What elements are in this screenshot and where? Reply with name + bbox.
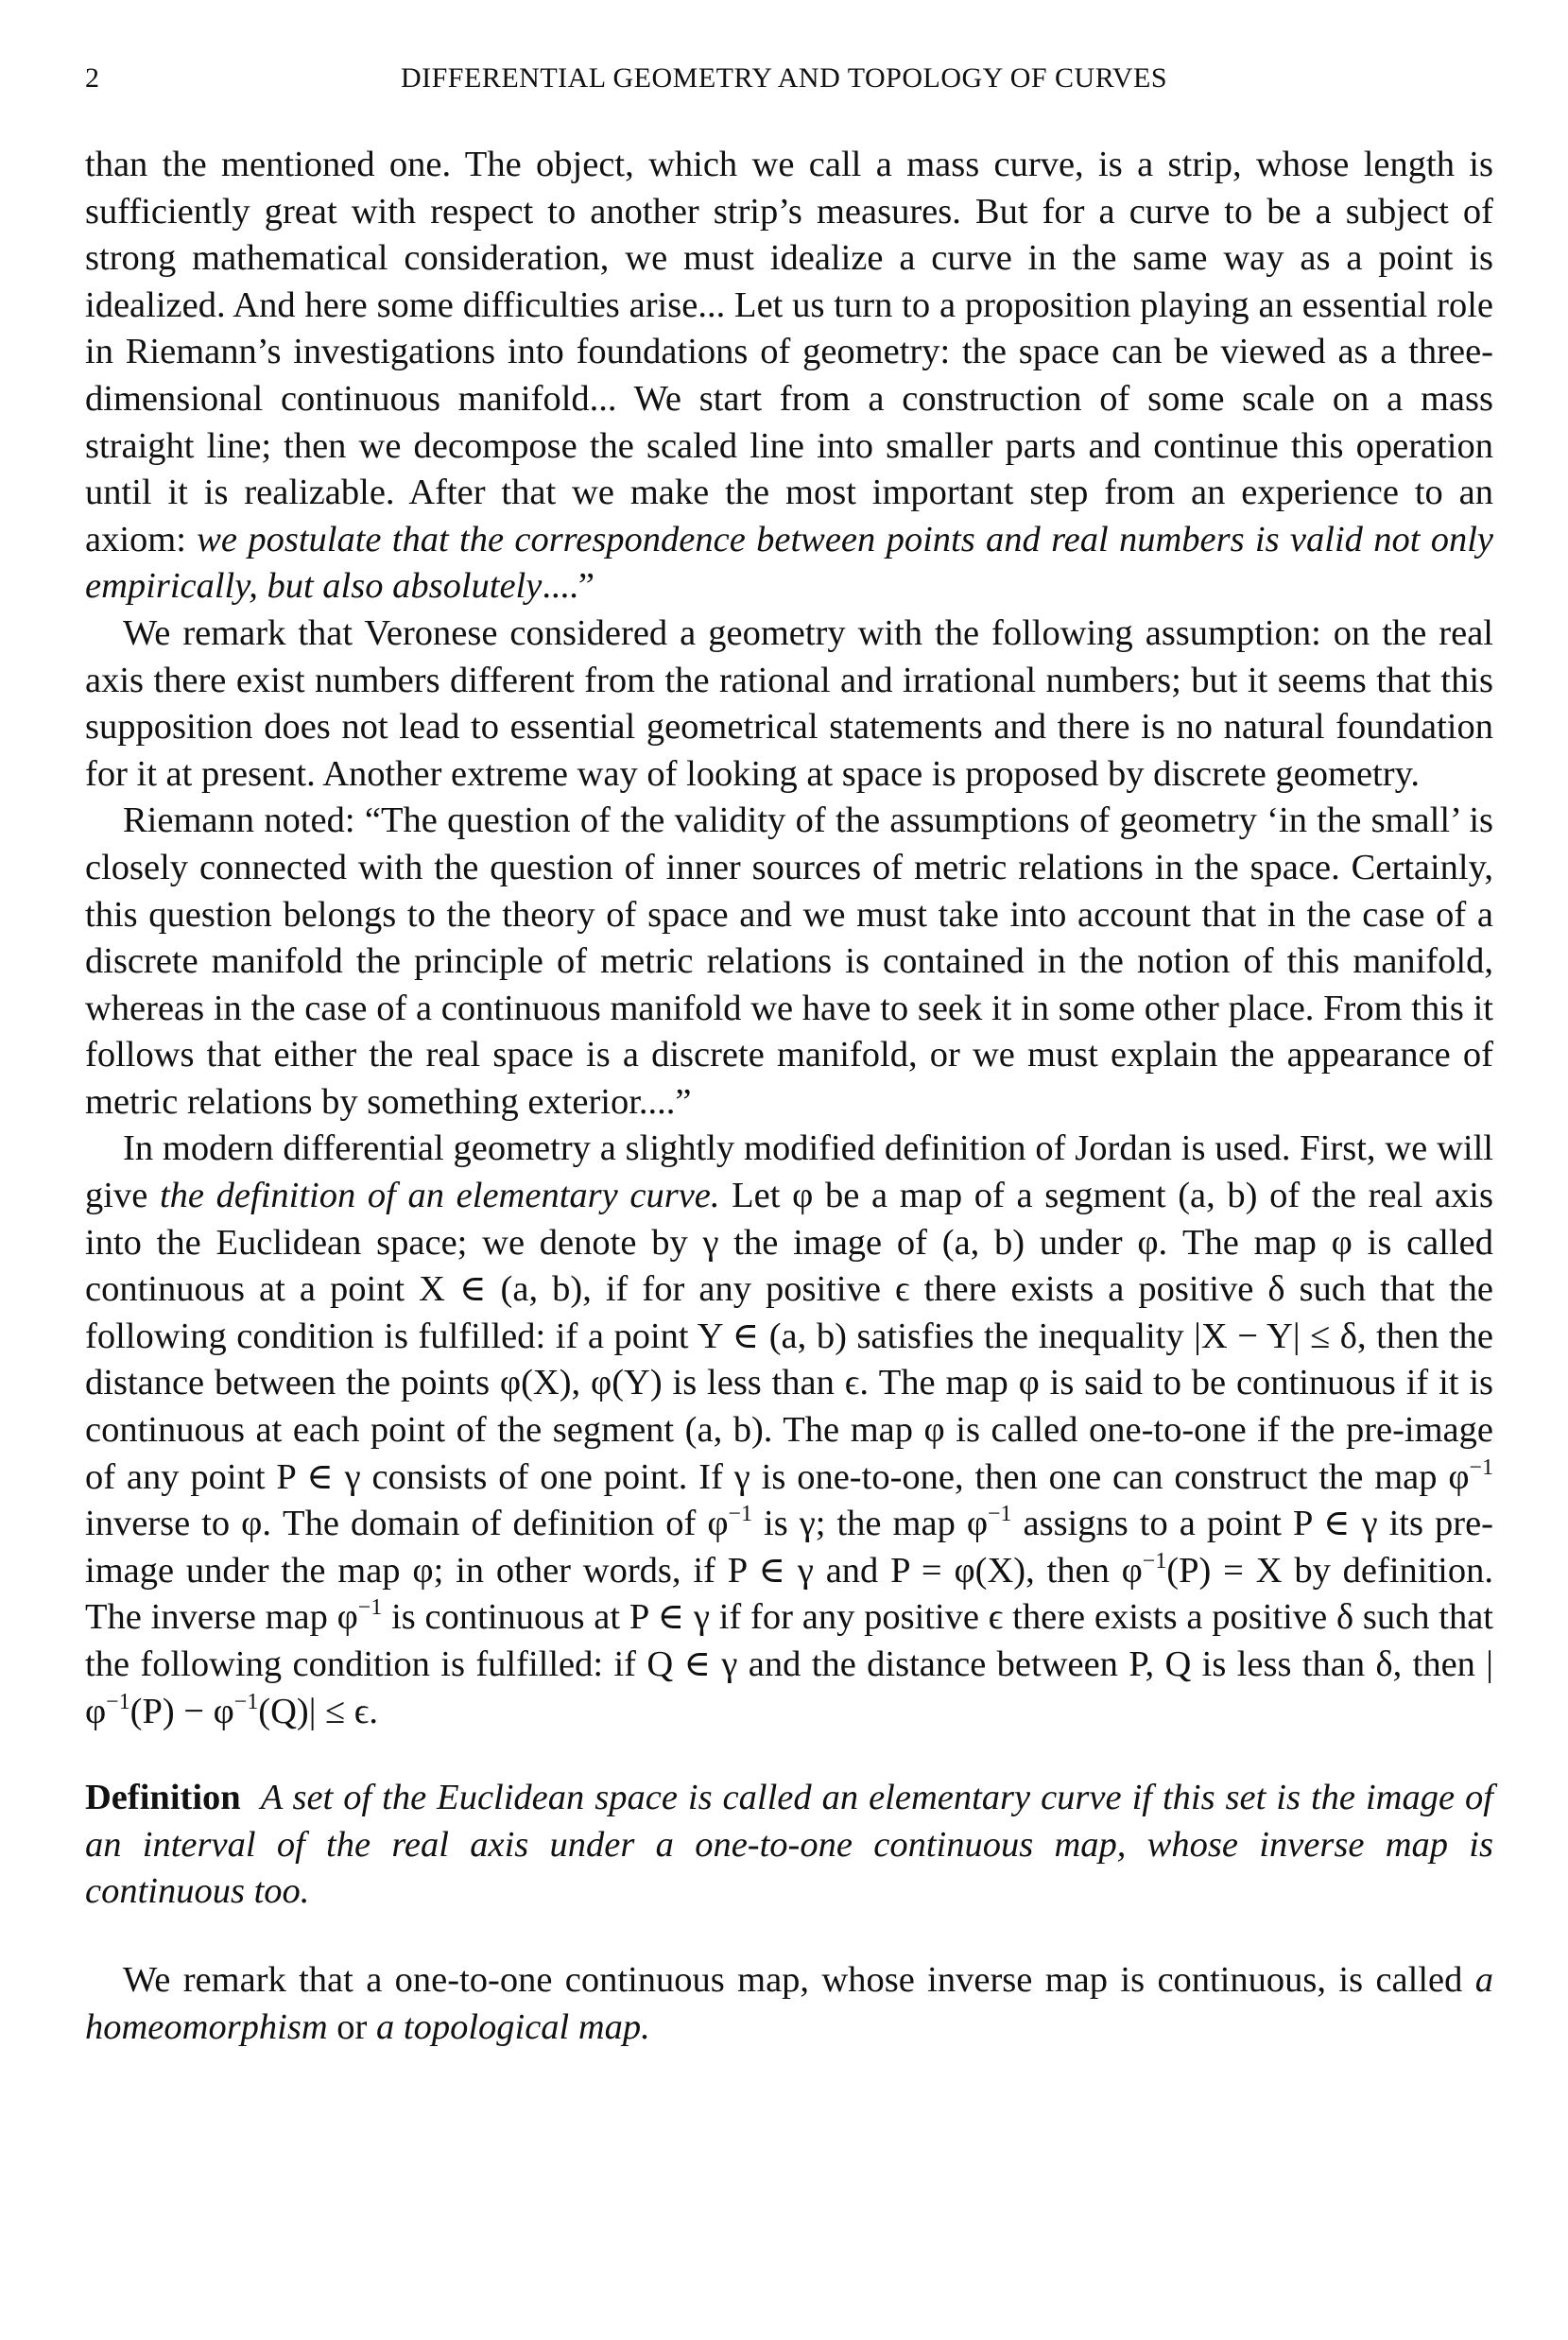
p4-s4: is γ; the map φ [752,1504,989,1544]
p5-italic-topological-map: a topological map. [376,2006,650,2047]
paragraph-3: Riemann noted: “The question of the validity of the assumptions of geometry ‘in the small’ is closely connected with the question of inner sources of metric relations in the space. Certainly, this question belongs to the theory of space and we must take into account that in the case of a discrete manifold the principle of metric relations is contained in the notion of this manifold, whereas in the case of a continuous manifold we have to seek it in some other place. From this it follows that either the real space is a discrete manifold, or we must explain the appearance of metric relations by something exterior....” [85,800,1493,1122]
p4-s9: (Q)| ≤ ϵ. [258,1691,379,1731]
definition-block [85,1775,1493,1916]
p4-s6: (P) = X by definition. The inverse map φ [85,1550,1493,1638]
definition-text: A set of the Euclidean space is called an elementary curve if this set is the image of an interval of the real axis under a one-to-one continuous map, whose inverse map is continuous too. [85,1778,1493,1912]
p4-s3: inverse to φ. The domain of definition of φ [85,1504,729,1544]
p5-s2: or [327,2006,376,2047]
body-text [85,142,1493,2051]
definition-heading: Definition [85,1778,241,1818]
p4-s2: Let φ be a map of a segment (a, b) of the real axis into the Euclidean space; we denote by γ the image of (a, b) under φ. The map φ is called continuous at a point X ∈ (a, b), if for any positive ϵ there exists a positive δ such that the following condition is fulfilled: if a point Y ∈ (a, b) satisfies the inequality |X − Y| ≤ δ, then the distance between the points φ(X), φ(Y) is less than ϵ. The map φ is said to be continuous if it is continuous at each point of the segment (a, b). The map φ is called one-to-one if the pre-image of any point P ∈ γ consists of one point. If γ is one-to-one, then one can construct the map φ [85,1176,1493,1497]
running-header [85,62,1483,104]
paragraph-5 [85,1957,1493,2051]
p4-s7: is continuous at P ∈ γ if for any positive ϵ there exists a positive δ such that the following condition is fulfilled: if Q ∈ γ and the distance between P, Q is less than δ, then |φ [85,1597,1493,1731]
p1-italic-quote: we postulate that the correspondence between points and real numbers is valid not only empirically, but also absolutely [85,519,1493,607]
p4-s8: (P) − φ [129,1691,234,1731]
p5-s1: We remark that a one-to-one continuous map, whose inverse map is continuous, is called [123,1959,1475,2000]
p4-italic-definition-term: the definition of an elementary curve. [159,1176,720,1216]
superscript-minus-one: −1 [1142,1549,1167,1574]
p5-italic-homeomorphism: a homeomorphism [85,1959,1493,2047]
p4-s1: In modern differential geometry a slightly modified definition of Jordan is used. First, we will give [85,1128,1493,1216]
page-number: 2 [85,62,100,94]
superscript-minus-one: −1 [728,1502,752,1527]
paragraph-4 [85,1126,1493,1735]
superscript-minus-one: −1 [1469,1454,1493,1480]
superscript-minus-one: −1 [357,1595,383,1621]
p1-text-b: ....” [542,566,594,607]
p4-s5: assigns to a point P ∈ γ its pre-image under the map φ; in other words, if P ∈ γ and P = φ(X), then φ [85,1504,1493,1591]
p1-text-a: than the mentioned one. The object, which we call a mass curve, is a strip, whose length is sufficiently great with respect to another strip’s measures. But for a curve to be a subject of strong mathematical consideration, we must idealize a curve in the same way as a point is idealized. And here some difficulties arise... Let us turn to a proposition playing an essential role in Riemann’s investigations into foundations of geometry: the space can be viewed as a three-dimensional continuous manifold... We start from a construction of some scale on a mass straight line; then we decompose the scaled line into smaller parts and continue this operation until it is realizable. After that we make the most important step from an experience to an axiom: [85,145,1493,559]
paragraph-2: We remark that Veronese considered a geometry with the following assumption: on the real axis there exist numbers different from the rational and irrational numbers; but it seems that this supposition does not lead to essential geometrical statements and there is no natural foundation for it at present. Another extreme way of looking at space is proposed by discrete geometry. [85,612,1493,794]
superscript-minus-one: −1 [106,1689,130,1714]
paragraph-1 [85,142,1493,611]
superscript-minus-one: −1 [988,1502,1012,1527]
running-title: DIFFERENTIAL GEOMETRY AND TOPOLOGY OF CURVES [400,62,1168,94]
superscript-minus-one: −1 [233,1689,259,1714]
